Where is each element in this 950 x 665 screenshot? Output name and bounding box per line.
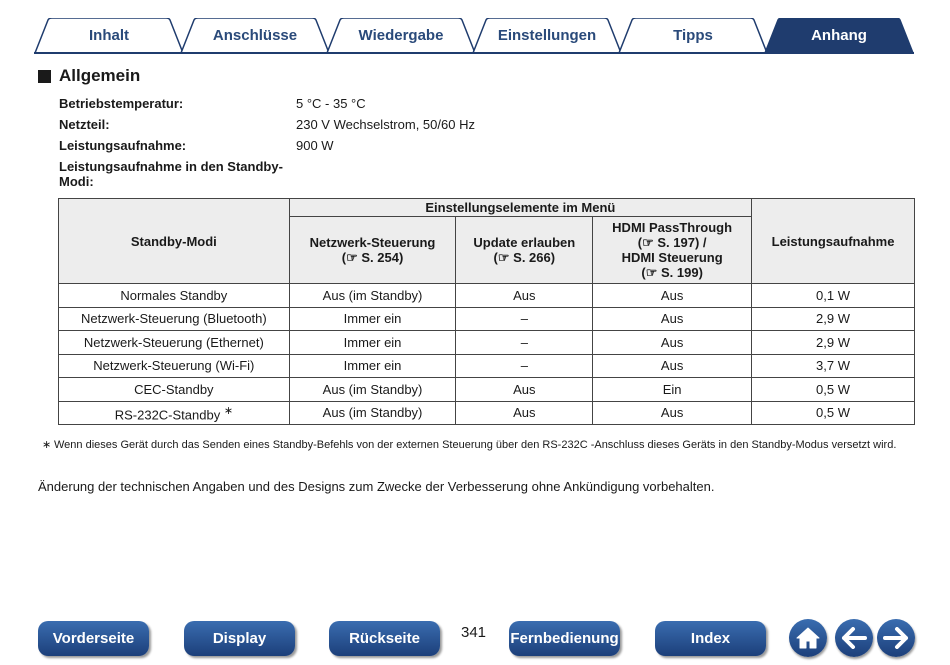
cell-hdmi: Aus bbox=[593, 307, 752, 331]
page-number: 341 bbox=[461, 624, 487, 641]
footnote-text: Wenn dieses Gerät durch das Senden eines Standby-Befehls von der externen Steuerung über den RS-232C -Anschluss dieses Geräts in den Standby-Modus versetzt wird. bbox=[54, 439, 897, 451]
spec-row bbox=[59, 117, 596, 132]
cell-update: Aus bbox=[456, 284, 593, 308]
page-reference-link[interactable]: S. 254) bbox=[361, 250, 404, 265]
spec-key: Leistungsaufnahme: bbox=[59, 138, 187, 153]
header-network-control: Netzwerk-Steuerung (☞ S. 254) bbox=[289, 217, 456, 284]
home-button[interactable] bbox=[789, 619, 827, 657]
footnote bbox=[42, 438, 912, 452]
cell-hdmi: Ein bbox=[593, 378, 752, 402]
pointing-hand-icon: ☞ bbox=[497, 250, 510, 265]
cell-power: 2,9 W bbox=[752, 331, 915, 355]
header-standby-modes: Standby-Modi bbox=[59, 199, 290, 284]
tab-bar bbox=[34, 18, 914, 54]
cell-network: Immer ein bbox=[289, 354, 456, 378]
table-row bbox=[59, 354, 915, 378]
rear-panel-button[interactable]: Rückseite bbox=[329, 621, 440, 656]
cell-mode: Netzwerk-Steuerung (Bluetooth) bbox=[59, 307, 290, 331]
table-row bbox=[59, 331, 915, 355]
header-hdmi: HDMI PassThrough (☞ S. 197) / HDMI Steuerung (☞ S. 199) bbox=[593, 217, 752, 284]
header-menu-settings: Einstellungselemente im Menü bbox=[289, 199, 751, 217]
pointing-hand-icon: ☞ bbox=[642, 235, 654, 250]
cell-hdmi: Aus bbox=[593, 354, 752, 378]
previous-page-button[interactable] bbox=[835, 619, 873, 657]
table-row bbox=[59, 284, 915, 308]
cell-update: Aus bbox=[456, 378, 593, 402]
page-reference-link[interactable]: S. 199) bbox=[660, 265, 703, 280]
header-update-allow: Update erlauben (☞ S. 266) bbox=[456, 217, 593, 284]
spec-key: Netzteil: bbox=[59, 117, 110, 132]
next-page-button[interactable] bbox=[877, 619, 915, 657]
cell-mode: Normales Standby bbox=[59, 284, 290, 308]
page-reference-link[interactable]: S. 197) / bbox=[657, 235, 707, 250]
footnote-mark: ∗ bbox=[42, 439, 52, 451]
pointing-hand-icon: ☞ bbox=[645, 265, 658, 280]
tab-inhalt[interactable]: Inhalt bbox=[34, 18, 184, 53]
table-row bbox=[59, 307, 915, 331]
table-row bbox=[59, 378, 915, 402]
spec-value: 5 °C - 35 °C bbox=[296, 96, 366, 111]
cell-mode: Netzwerk-Steuerung (Ethernet) bbox=[59, 331, 290, 355]
spec-list bbox=[59, 96, 596, 195]
spec-row bbox=[59, 138, 596, 153]
index-button[interactable]: Index bbox=[655, 621, 766, 656]
cell-mode: Netzwerk-Steuerung (Wi-Fi) bbox=[59, 354, 290, 378]
cell-power: 0,1 W bbox=[752, 284, 915, 308]
cell-hdmi: Aus bbox=[593, 284, 752, 308]
cell-mode: RS-232C-Standby ∗ bbox=[59, 401, 290, 425]
footnote-mark: ∗ bbox=[223, 404, 233, 417]
spec-row bbox=[59, 159, 596, 189]
spec-value: 230 V Wechselstrom, 50/60 Hz bbox=[296, 117, 475, 132]
cell-network: Immer ein bbox=[289, 307, 456, 331]
section-title: Allgemein bbox=[59, 66, 141, 85]
cell-power: 0,5 W bbox=[752, 401, 915, 425]
page-reference-link[interactable]: S. 266) bbox=[513, 250, 556, 265]
section-heading bbox=[38, 66, 140, 86]
home-icon bbox=[795, 626, 821, 650]
spec-value: 900 W bbox=[296, 138, 334, 153]
arrow-right-icon bbox=[883, 627, 909, 649]
tab-wiedergabe[interactable]: Wiedergabe bbox=[326, 18, 476, 53]
square-bullet-icon bbox=[38, 70, 51, 83]
cell-hdmi: Aus bbox=[593, 331, 752, 355]
cell-network: Immer ein bbox=[289, 331, 456, 355]
cell-mode: CEC-Standby bbox=[59, 378, 290, 402]
tab-anschluesse[interactable]: Anschlüsse bbox=[180, 18, 330, 53]
cell-power: 2,9 W bbox=[752, 307, 915, 331]
tab-einstellungen[interactable]: Einstellungen bbox=[472, 18, 622, 53]
spec-value bbox=[289, 159, 589, 189]
spec-key: Betriebstemperatur: bbox=[59, 96, 184, 111]
cell-update: – bbox=[456, 331, 593, 355]
arrow-left-icon bbox=[841, 627, 867, 649]
cell-hdmi: Aus bbox=[593, 401, 752, 425]
display-button[interactable]: Display bbox=[184, 621, 295, 656]
tab-divider bbox=[34, 52, 914, 54]
table-header-row bbox=[59, 199, 915, 217]
table-row bbox=[59, 401, 915, 425]
pointing-hand-icon: ☞ bbox=[346, 250, 358, 265]
cell-network: Aus (im Standby) bbox=[289, 284, 456, 308]
remote-control-button[interactable]: Fernbedienung bbox=[509, 621, 620, 656]
spec-key: Leistungsaufnahme in den Standby-Modi: bbox=[59, 159, 283, 189]
front-panel-button[interactable]: Vorderseite bbox=[38, 621, 149, 656]
cell-power: 0,5 W bbox=[752, 378, 915, 402]
spec-row bbox=[59, 96, 596, 111]
cell-power: 3,7 W bbox=[752, 354, 915, 378]
tab-anhang[interactable]: Anhang bbox=[764, 18, 914, 53]
cell-network: Aus (im Standby) bbox=[289, 401, 456, 425]
cell-update: Aus bbox=[456, 401, 593, 425]
cell-update: – bbox=[456, 354, 593, 378]
header-power: Leistungsaufnahme bbox=[752, 199, 915, 284]
disclaimer-text: Änderung der technischen Angaben und des Designs zum Zwecke der Verbesserung ohne Ankündigung vorbehalten. bbox=[38, 479, 715, 494]
tab-tipps[interactable]: Tipps bbox=[618, 18, 768, 53]
standby-table bbox=[58, 198, 915, 425]
cell-network: Aus (im Standby) bbox=[289, 378, 456, 402]
cell-update: – bbox=[456, 307, 593, 331]
